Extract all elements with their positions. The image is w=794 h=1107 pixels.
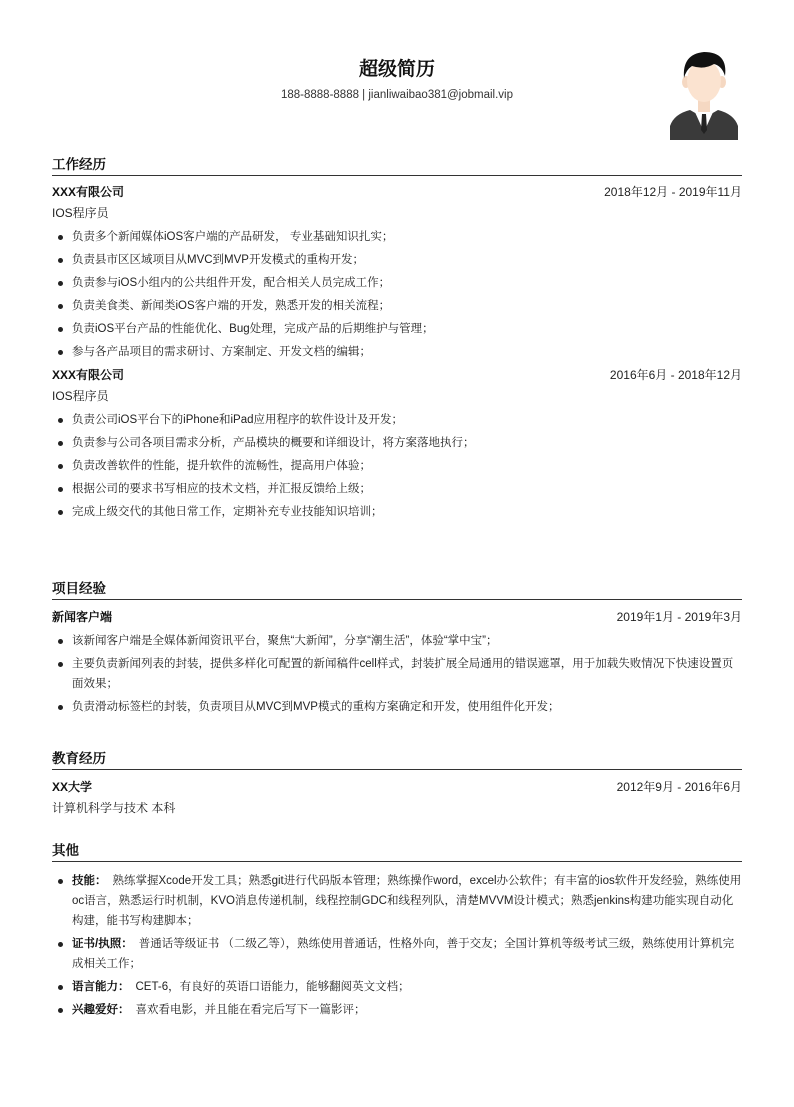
work-entry: [52, 182, 742, 362]
skills-label: 技能：: [72, 875, 107, 887]
job-role: IOS程序员: [52, 389, 109, 403]
list-item: 参与各产品项目的需求研讨、方案制定、开发文档的编辑；: [52, 342, 742, 362]
bullet-dot-icon: [58, 639, 63, 644]
bullet-dot-icon: [58, 985, 63, 990]
education-section-title: 教育经历: [52, 748, 742, 770]
language-label: 语言能力：: [72, 981, 130, 993]
bullet-dot-icon: [58, 441, 63, 446]
bullet-dot-icon: [58, 281, 63, 286]
work-section-title: 工作经历: [52, 154, 742, 176]
bullet-dot-icon: [58, 510, 63, 515]
bullet-dot-icon: [58, 942, 63, 947]
contact-info: 188-8888-8888 | jianliwaibao381@jobmail.vip: [280, 89, 514, 101]
work-date: 2018年12月 - 2019年11月: [604, 185, 742, 199]
list-item: [52, 871, 742, 931]
list-item: 负责多个新闻媒体iOS客户端的产品研发， 专业基础知识扎实；: [52, 227, 742, 247]
hobbies-text: 喜欢看电影，并且能在看完后写下一篇影评；: [135, 1004, 366, 1016]
bullet-dot-icon: [58, 705, 63, 710]
bullet-dot-icon: [58, 464, 63, 469]
work-duties: [52, 410, 742, 522]
list-item: 该新闻客户端是全媒体新闻资讯平台，聚焦“大新闻”，分享“潮生活”，体验“掌中宝”；: [52, 631, 742, 651]
list-item: 负责参与公司各项目需求分析，产品模块的概要和详细设计，将方案落地执行；: [52, 433, 742, 453]
list-item: 负责滑动标签栏的封装，负责项目从MVC到MVP模式的重构方案确定和开发，使用组件化开发；: [52, 697, 742, 717]
company-name: XXX有限公司: [52, 368, 125, 382]
bullet-dot-icon: [58, 350, 63, 355]
bullet-dot-icon: [58, 304, 63, 309]
list-item: 主要负责新闻列表的封装，提供多样化可配置的新闻稿件cell样式，封装扩展全局通用的错误遮罩，用于加载失败情况下快速设置页面效果；: [52, 654, 742, 694]
major-degree: 计算机科学与技术 本科: [52, 801, 176, 815]
project-duties: [52, 631, 742, 717]
list-item: 负责iOS平台产品的性能优化、Bug处理，完成产品的后期维护与管理；: [52, 319, 742, 339]
work-date: 2016年6月 - 2018年12月: [609, 368, 742, 382]
resume-name: 超级简历: [358, 59, 435, 80]
other-section: [52, 840, 742, 1023]
list-item: [52, 977, 742, 997]
list-item: 负责改善软件的性能，提升软件的流畅性，提高用户体验；: [52, 456, 742, 476]
certificates-label: 证书/执照：: [72, 938, 133, 950]
resume-header: [0, 0, 794, 150]
list-item: [52, 1000, 742, 1020]
project-entry: [52, 606, 742, 717]
bullet-dot-icon: [58, 418, 63, 423]
list-item: 完成上级交代的其他日常工作，定期补充专业技能知识培训；: [52, 502, 742, 522]
list-item: 负责县市区区域项目从MVC到MVP开发模式的重构开发；: [52, 250, 742, 270]
bullet-dot-icon: [58, 487, 63, 492]
work-duties: [52, 227, 742, 362]
certificates-text: 普通话等级证书 （二级乙等），熟练使用普通话，性格外向，善于交友；全国计算机等级考试三级，熟练使用计算机完成相关工作；: [72, 938, 735, 970]
education-date: 2012年9月 - 2016年6月: [616, 780, 742, 794]
bullet-dot-icon: [58, 879, 63, 884]
other-list: [52, 871, 742, 1020]
bullet-dot-icon: [58, 327, 63, 332]
list-item: 根据公司的要求书写相应的技术文档，并汇报反馈给上级；: [52, 479, 742, 499]
bullet-dot-icon: [58, 1008, 63, 1013]
other-section-title: 其他: [52, 840, 742, 862]
project-date: 2019年1月 - 2019年3月: [616, 610, 742, 624]
project-name: 新闻客户端: [52, 610, 113, 624]
skills-text: 熟练掌握Xcode开发工具；熟悉git进行代码版本管理；熟练操作word，excel办公软件；有丰富的ios软件开发经验，熟练使用oc语言，熟悉运行时机制，KVO消息传递机制，线程控制GDC和线程列队，清楚MVVM设计模式；熟悉jenkins构建功能实现自动化构建，能书写构建脚本；: [72, 875, 742, 927]
school-name: XX大学: [52, 780, 93, 794]
bullet-dot-icon: [58, 235, 63, 240]
avatar-photo: [670, 48, 738, 140]
list-item: [52, 934, 742, 974]
bullet-dot-icon: [58, 662, 63, 667]
list-item: 负责参与iOS小组内的公共组件开发，配合相关人员完成工作；: [52, 273, 742, 293]
language-text: CET-6，有良好的英语口语能力，能够翻阅英文文档；: [135, 981, 410, 993]
work-entry: [52, 365, 742, 522]
hobbies-label: 兴趣爱好：: [72, 1004, 130, 1016]
bullet-dot-icon: [58, 258, 63, 263]
projects-section: [52, 578, 742, 720]
job-role: IOS程序员: [52, 206, 109, 220]
projects-section-title: 项目经验: [52, 578, 742, 600]
education-entry: [52, 776, 742, 798]
list-item: 负责公司iOS平台下的iPhone和iPad应用程序的软件设计及开发；: [52, 410, 742, 430]
education-section: [52, 748, 742, 818]
work-section: [52, 154, 742, 525]
company-name: XXX有限公司: [52, 185, 125, 199]
list-item: 负责美食类、新闻类iOS客户端的开发，熟悉开发的相关流程；: [52, 296, 742, 316]
